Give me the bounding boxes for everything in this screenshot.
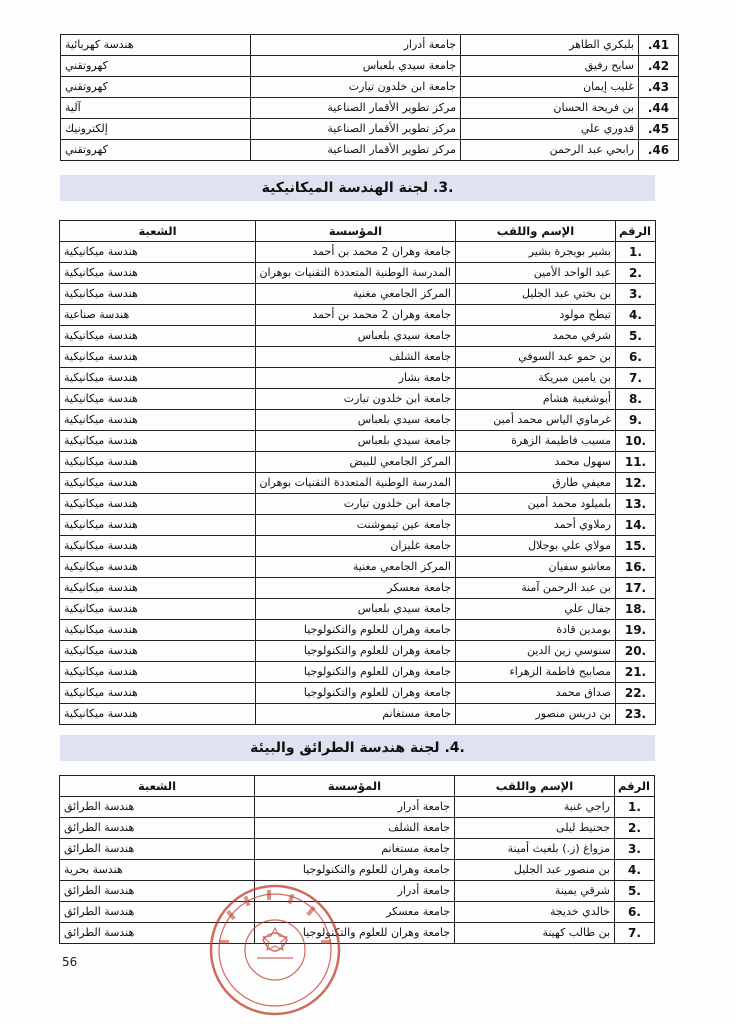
header-institution: المؤسسة xyxy=(255,776,455,797)
row-number: 18. xyxy=(616,599,656,620)
member-name: عبد الواحد الأمين xyxy=(456,263,616,284)
institution: جامعة مستغانم xyxy=(256,704,456,725)
institution: جامعة ابن خلدون تيارت xyxy=(251,77,461,98)
row-number: 3. xyxy=(615,839,655,860)
row-number: 10. xyxy=(616,431,656,452)
member-name: راجي غنية xyxy=(455,797,615,818)
member-name: مولاي علي بوجلال xyxy=(456,536,616,557)
institution: مركز تطوير الأقمار الصناعية xyxy=(251,140,461,161)
specialty: هندسة الطرائق xyxy=(60,839,255,860)
row-number: 1. xyxy=(615,797,655,818)
institution: جامعة سيدي بلعباس xyxy=(256,431,456,452)
row-number: 17. xyxy=(616,578,656,599)
institution: جامعة ابن خلدون تيارت xyxy=(256,389,456,410)
row-number: 6. xyxy=(616,347,656,368)
section-heading-mechanical: .3. لجنة الهندسة الميكانيكية xyxy=(60,175,655,201)
section-heading-process-engineering: .4. لجنة هندسة الطرائق والبيئة xyxy=(60,735,655,761)
official-stamp-icon xyxy=(205,880,345,1020)
table-row xyxy=(60,662,656,683)
row-number: 5. xyxy=(615,881,655,902)
member-name: بلميلود محمد أمين xyxy=(456,494,616,515)
row-number: 5. xyxy=(616,326,656,347)
process-engineering-committee-table xyxy=(59,775,655,944)
row-number: 8. xyxy=(616,389,656,410)
institution: جامعة وهران للعلوم والتكنولوجيا xyxy=(256,683,456,704)
specialty: هندسة ميكانيكية xyxy=(60,557,256,578)
specialty: هندسة ميكانيكية xyxy=(60,326,256,347)
row-number: 4. xyxy=(615,860,655,881)
row-number: .44 xyxy=(639,98,679,119)
member-name: معيفي طارق xyxy=(456,473,616,494)
member-name: بن عبد الرحمن آمنة xyxy=(456,578,616,599)
specialty: هندسة الطرائق xyxy=(60,797,255,818)
member-name: قدوري علي xyxy=(461,119,639,140)
specialty: هندسة ميكانيكية xyxy=(60,494,256,515)
table-row xyxy=(61,140,679,161)
table-row xyxy=(60,557,656,578)
table-row xyxy=(60,797,655,818)
page-number: 56 xyxy=(62,955,78,969)
member-name: جحنيط ليلى xyxy=(455,818,615,839)
specialty: هندسة ميكانيكية xyxy=(60,347,256,368)
member-name: بشير بويجرة بشير xyxy=(456,242,616,263)
header-institution: المؤسسة xyxy=(256,221,456,242)
institution: جامعة أدرار xyxy=(255,797,455,818)
institution: المركز الجامعي مغنية xyxy=(256,284,456,305)
table-row xyxy=(60,902,655,923)
member-name: بن دريس منصور xyxy=(456,704,616,725)
table-row xyxy=(60,263,656,284)
institution: جامعة بشار xyxy=(256,368,456,389)
specialty: هندسة ميكانيكية xyxy=(60,431,256,452)
institution: المدرسة الوطنية المتعددة التقنيات بوهران xyxy=(256,473,456,494)
specialty: آلية xyxy=(61,98,251,119)
specialty: هندسة ميكانيكية xyxy=(60,620,256,641)
specialty: هندسة ميكانيكية xyxy=(60,473,256,494)
table-row xyxy=(60,284,656,305)
member-name: بن منصور عبد الجليل xyxy=(455,860,615,881)
institution: جامعة معسكر xyxy=(256,578,456,599)
institution: جامعة وهران للعلوم والتكنولوجيا xyxy=(255,860,455,881)
specialty: كهروتقني xyxy=(61,140,251,161)
header-specialty: الشعبة xyxy=(60,776,255,797)
member-name: بومدين قادة xyxy=(456,620,616,641)
row-number: .41 xyxy=(639,35,679,56)
specialty: هندسة الطرائق xyxy=(60,923,255,944)
table-row xyxy=(61,35,679,56)
institution: جامعة سيدي بلعباس xyxy=(256,326,456,347)
institution: جامعة غليزان xyxy=(256,536,456,557)
table-row xyxy=(60,641,656,662)
institution: جامعة أدرار xyxy=(255,881,455,902)
specialty: هندسة ميكانيكية xyxy=(60,641,256,662)
row-number: .46 xyxy=(639,140,679,161)
member-name: شرقي يمينة xyxy=(455,881,615,902)
row-number: 11. xyxy=(616,452,656,473)
table-row xyxy=(60,473,656,494)
table-row xyxy=(60,536,656,557)
specialty: إلكترونيك xyxy=(61,119,251,140)
institution: مركز تطوير الأقمار الصناعية xyxy=(251,98,461,119)
member-name: مسيب فاطيمة الزهرة xyxy=(456,431,616,452)
row-number: 1. xyxy=(616,242,656,263)
header-name: الإسم واللقب xyxy=(455,776,615,797)
row-number: 21. xyxy=(616,662,656,683)
row-number: 15. xyxy=(616,536,656,557)
member-name: سهول محمد xyxy=(456,452,616,473)
member-name: جفال علي xyxy=(456,599,616,620)
specialty: هندسة ميكانيكية xyxy=(60,452,256,473)
table-row xyxy=(60,881,655,902)
row-number: 20. xyxy=(616,641,656,662)
row-number: .45 xyxy=(639,119,679,140)
specialty: هندسة ميكانيكية xyxy=(60,242,256,263)
specialty: هندسة الطرائق xyxy=(60,902,255,923)
member-name: مزواغ (ز.) بلغيث أمينة xyxy=(455,839,615,860)
table-row xyxy=(60,578,656,599)
electrical-committee-table-continued xyxy=(60,34,679,161)
member-name: شرفي محمد xyxy=(456,326,616,347)
table-row xyxy=(60,305,656,326)
institution: جامعة عين تيموشنت xyxy=(256,515,456,536)
row-number: 9. xyxy=(616,410,656,431)
table-row xyxy=(60,620,656,641)
institution: مركز تطوير الأقمار الصناعية xyxy=(251,119,461,140)
header-name: الإسم واللقب xyxy=(456,221,616,242)
table-row xyxy=(60,683,656,704)
member-name: غليب إيمان xyxy=(461,77,639,98)
institution: جامعة سيدي بلعباس xyxy=(251,56,461,77)
specialty: هندسة بحرية xyxy=(60,860,255,881)
specialty: كهروتقني xyxy=(61,77,251,98)
row-number: 2. xyxy=(615,818,655,839)
specialty: هندسة ميكانيكية xyxy=(60,389,256,410)
row-number: 6. xyxy=(615,902,655,923)
table-row xyxy=(60,389,656,410)
institution: جامعة وهران للعلوم والتكنولوجيا xyxy=(255,923,455,944)
specialty: هندسة كهربائية xyxy=(61,35,251,56)
table-row xyxy=(61,119,679,140)
table-row xyxy=(61,77,679,98)
member-name: صداق محمد xyxy=(456,683,616,704)
institution: جامعة سيدي بلعباس xyxy=(256,599,456,620)
specialty: هندسة ميكانيكية xyxy=(60,263,256,284)
row-number: 23. xyxy=(616,704,656,725)
member-name: بن بختي عبد الجليل xyxy=(456,284,616,305)
specialty: هندسة ميكانيكية xyxy=(60,284,256,305)
member-name: خالدي خديجة xyxy=(455,902,615,923)
table-row xyxy=(60,494,656,515)
institution: المركز الجامعي مغنية xyxy=(256,557,456,578)
institution: جامعة الشلف xyxy=(256,347,456,368)
table-row xyxy=(60,242,656,263)
member-name: مصابيح فاطمة الزهراء xyxy=(456,662,616,683)
institution: جامعة مستغانم xyxy=(255,839,455,860)
specialty: هندسة صناعية xyxy=(60,305,256,326)
row-number: 2. xyxy=(616,263,656,284)
member-name: معاشو سفيان xyxy=(456,557,616,578)
member-name: بن فريحة الحسان xyxy=(461,98,639,119)
table-row xyxy=(60,704,656,725)
specialty: هندسة ميكانيكية xyxy=(60,683,256,704)
header-number: الرقم xyxy=(616,221,656,242)
specialty: هندسة ميكانيكية xyxy=(60,368,256,389)
member-name: غرماوي الياس محمد أمين xyxy=(456,410,616,431)
specialty: هندسة ميكانيكية xyxy=(60,704,256,725)
member-name: بن يامين مبريكة xyxy=(456,368,616,389)
row-number: 7. xyxy=(615,923,655,944)
table-row xyxy=(61,98,679,119)
table-row xyxy=(60,818,655,839)
table-header-row xyxy=(60,776,655,797)
institution: جامعة وهران للعلوم والتكنولوجيا xyxy=(256,620,456,641)
row-number: 19. xyxy=(616,620,656,641)
institution: جامعة وهران 2 محمد بن أحمد xyxy=(256,305,456,326)
row-number: 7. xyxy=(616,368,656,389)
row-number: 16. xyxy=(616,557,656,578)
member-name: بن حمو عبد السوفي xyxy=(456,347,616,368)
row-number: .43 xyxy=(639,77,679,98)
header-specialty: الشعبة xyxy=(60,221,256,242)
member-name: أبوشغيبة هشام xyxy=(456,389,616,410)
institution: جامعة الشلف xyxy=(255,818,455,839)
member-name: رابحي عبد الرحمن xyxy=(461,140,639,161)
institution: جامعة أدرار xyxy=(251,35,461,56)
specialty: هندسة الطرائق xyxy=(60,818,255,839)
row-number: .42 xyxy=(639,56,679,77)
specialty: هندسة الطرائق xyxy=(60,881,255,902)
table-row xyxy=(60,347,656,368)
specialty: هندسة ميكانيكية xyxy=(60,515,256,536)
row-number: 12. xyxy=(616,473,656,494)
member-name: رملاوي أحمد xyxy=(456,515,616,536)
institution: جامعة وهران 2 محمد بن أحمد xyxy=(256,242,456,263)
specialty: هندسة ميكانيكية xyxy=(60,578,256,599)
table-row xyxy=(60,410,656,431)
row-number: 14. xyxy=(616,515,656,536)
member-name: سايح رفيق xyxy=(461,56,639,77)
specialty: هندسة ميكانيكية xyxy=(60,536,256,557)
table-row xyxy=(60,326,656,347)
member-name: بن طالب كهينة xyxy=(455,923,615,944)
table-row xyxy=(60,923,655,944)
institution: جامعة سيدي بلعباس xyxy=(256,410,456,431)
mechanical-committee-table xyxy=(59,220,656,725)
table-row xyxy=(60,515,656,536)
row-number: 13. xyxy=(616,494,656,515)
header-number: الرقم xyxy=(615,776,655,797)
member-name: سنوسي زين الدين xyxy=(456,641,616,662)
table-row xyxy=(60,452,656,473)
row-number: 4. xyxy=(616,305,656,326)
institution: جامعة معسكر xyxy=(255,902,455,923)
institution: المركز الجامعي للبيض xyxy=(256,452,456,473)
specialty: هندسة ميكانيكية xyxy=(60,599,256,620)
row-number: 3. xyxy=(616,284,656,305)
institution: جامعة وهران للعلوم والتكنولوجيا xyxy=(256,662,456,683)
institution: جامعة ابن خلدون تيارت xyxy=(256,494,456,515)
table-header-row xyxy=(60,221,656,242)
specialty: هندسة ميكانيكية xyxy=(60,662,256,683)
institution: المدرسة الوطنية المتعددة التقنيات بوهران xyxy=(256,263,456,284)
table-row xyxy=(60,368,656,389)
table-row xyxy=(61,56,679,77)
specialty: كهروتقني xyxy=(61,56,251,77)
table-row xyxy=(60,599,656,620)
table-row xyxy=(60,431,656,452)
table-row xyxy=(60,839,655,860)
specialty: هندسة ميكانيكية xyxy=(60,410,256,431)
table-row xyxy=(60,860,655,881)
row-number: 22. xyxy=(616,683,656,704)
member-name: تيطح مولود xyxy=(456,305,616,326)
institution: جامعة وهران للعلوم والتكنولوجيا xyxy=(256,641,456,662)
member-name: بلبكري الطاهر xyxy=(461,35,639,56)
